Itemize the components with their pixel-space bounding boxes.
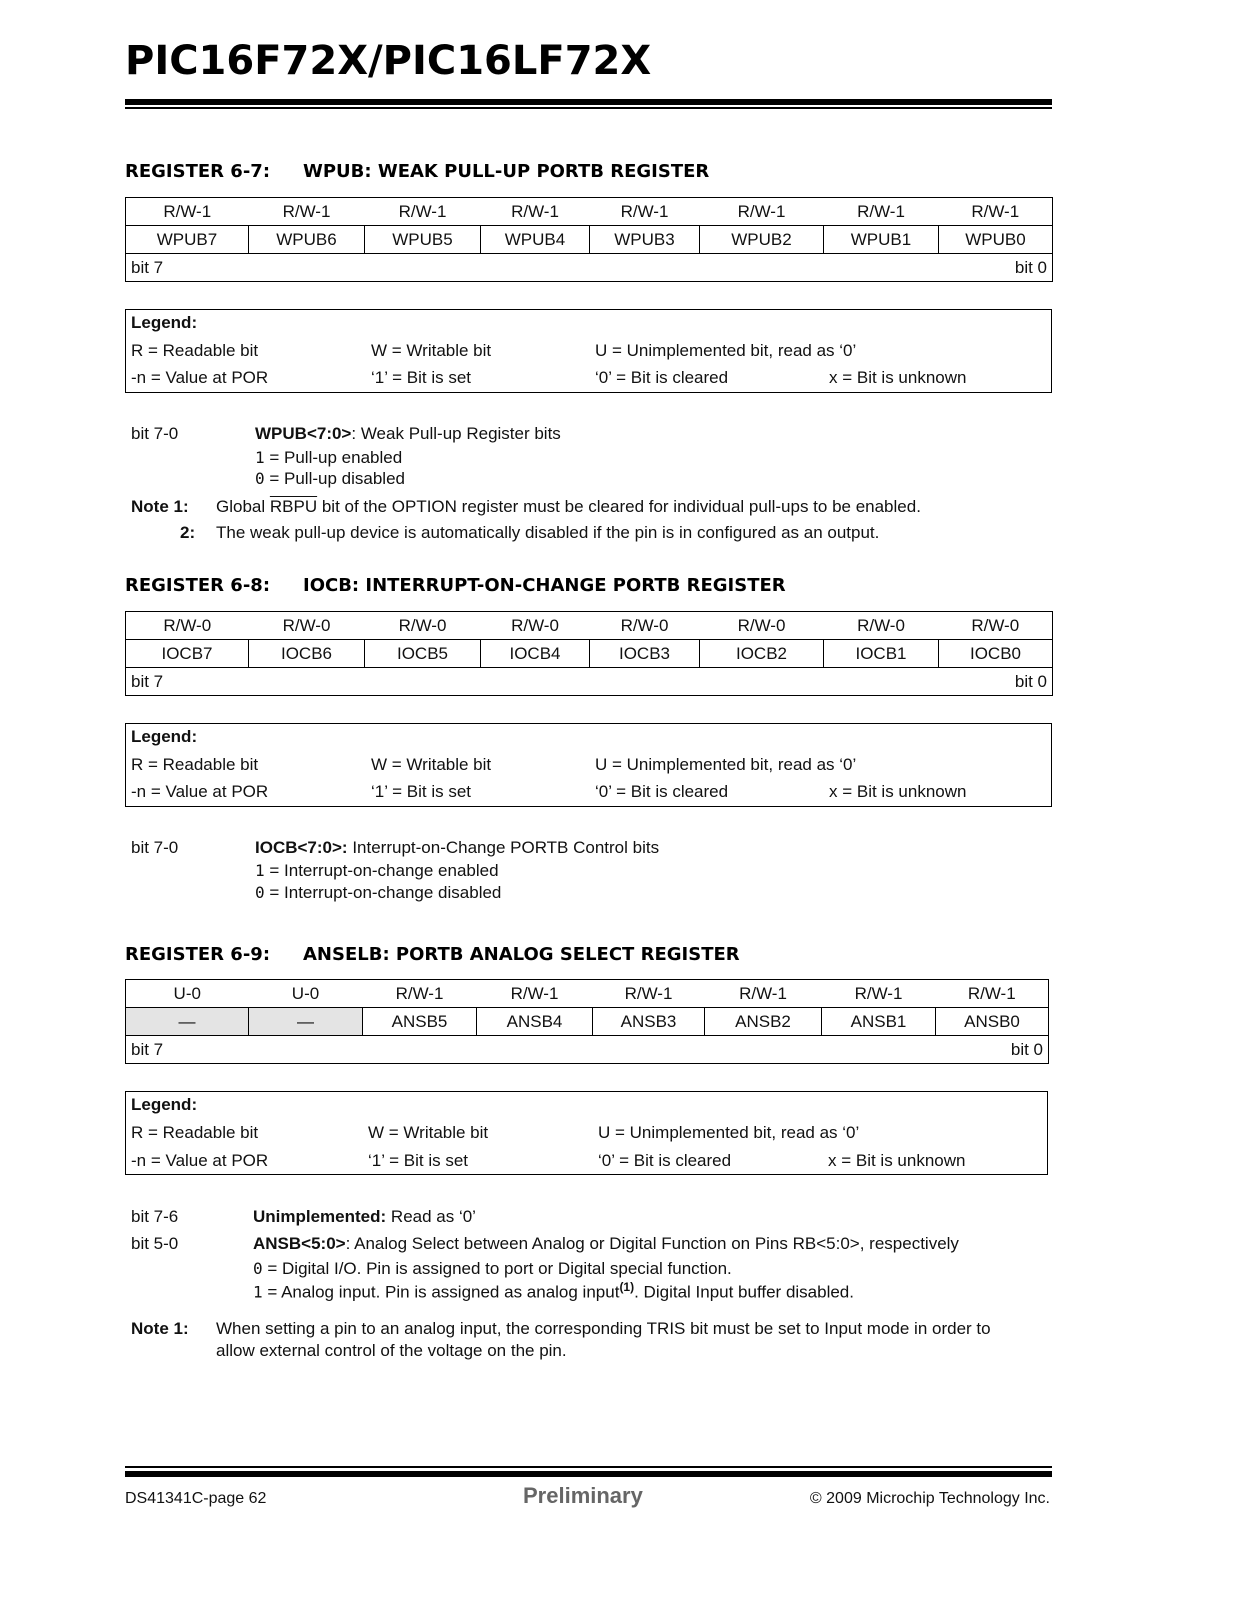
legend-n: -n = Value at POR <box>131 1151 269 1170</box>
register-heading-wpub <box>125 161 709 182</box>
bit-range-row <box>126 254 1053 282</box>
access-cell: R/W-1 <box>822 980 936 1008</box>
bit-name-cell: WPUB7 <box>126 226 249 254</box>
bit-name-cell: IOCB0 <box>939 640 1053 668</box>
access-cell: R/W-1 <box>593 980 705 1008</box>
note-1-text-line1: When setting a pin to an analog input, the corresponding TRIS bit must be set to Input mode in order to <box>216 1319 991 1338</box>
access-cell: R/W-1 <box>126 198 249 226</box>
bit-high-label: bit 7 <box>131 1039 164 1059</box>
bit-name-row <box>126 226 1053 254</box>
page-header-title: PIC16F72X/PIC16LF72X <box>125 38 652 84</box>
bit-value-zero <box>255 469 405 489</box>
legend-r: R = Readable bit <box>131 341 259 360</box>
access-cell: R/W-0 <box>365 612 481 640</box>
footer-rule-thick <box>125 1471 1052 1477</box>
access-cell: R/W-0 <box>249 612 365 640</box>
legend-set: ‘1’ = Bit is set <box>371 368 471 387</box>
register-title: ANSELB: PORTB ANALOG SELECT REGISTER <box>303 944 740 965</box>
bit-name-cell: IOCB2 <box>700 640 824 668</box>
header-rule-thin <box>125 107 1052 109</box>
value-code: 0 <box>255 883 265 902</box>
bit-description <box>253 1207 476 1227</box>
bit-name-cell: IOCB3 <box>590 640 700 668</box>
legend-set: ‘1’ = Bit is set <box>371 782 471 801</box>
bit-description <box>255 838 659 858</box>
register-table-anselb <box>125 979 1049 1064</box>
register-heading-ansel <box>125 944 740 965</box>
access-cell: R/W-0 <box>590 612 700 640</box>
footnote-ref: (1) <box>619 1280 635 1294</box>
bit-high-label: bit 7 <box>131 671 164 691</box>
legend-x: x = Bit is unknown <box>829 368 967 387</box>
bit-field-text: Read as ‘0’ <box>386 1207 476 1226</box>
bit-name-cell: ANSB5 <box>363 1008 477 1036</box>
register-title: IOCB: INTERRUPT-ON-CHANGE PORTB REGISTER <box>303 575 786 596</box>
rbpu-signal: RBPU <box>269 497 318 516</box>
access-row <box>126 198 1053 226</box>
access-cell: R/W-1 <box>705 980 822 1008</box>
unimplemented-bit-cell: — <box>249 1008 363 1036</box>
bit-name-cell: ANSB0 <box>936 1008 1049 1036</box>
legend-title: Legend: <box>131 313 198 332</box>
legend-n: -n = Value at POR <box>131 368 269 387</box>
bit-value-zero <box>255 883 501 903</box>
bit-low-label: bit 0 <box>1010 1039 1043 1059</box>
legend-w: W = Writable bit <box>371 755 492 774</box>
bit-name-cell: IOCB4 <box>481 640 590 668</box>
legend-box-wpub <box>125 309 1052 393</box>
legend-n: -n = Value at POR <box>131 782 269 801</box>
note-1-text-line2: allow external control of the voltage on the pin. <box>216 1341 567 1360</box>
legend-w: W = Writable bit <box>371 341 492 360</box>
register-table-iocb <box>125 611 1053 696</box>
header-rule-thick <box>125 99 1052 105</box>
register-table-wpub <box>125 197 1053 282</box>
bit-name-cell: WPUB4 <box>481 226 590 254</box>
legend-title: Legend: <box>131 727 198 746</box>
bit-value-one <box>253 1280 854 1303</box>
bit-name-cell: ANSB3 <box>593 1008 705 1036</box>
footer-rule-thin <box>125 1466 1052 1468</box>
access-cell: R/W-1 <box>365 198 481 226</box>
access-cell: R/W-1 <box>824 198 939 226</box>
bit-low-label: bit 0 <box>1014 671 1047 691</box>
bit-name-cell: WPUB1 <box>824 226 939 254</box>
value-code: 1 <box>255 861 265 880</box>
bit-name-cell: IOCB5 <box>365 640 481 668</box>
legend-box-iocb <box>125 723 1052 807</box>
access-cell: R/W-1 <box>249 198 365 226</box>
access-cell: R/W-1 <box>477 980 593 1008</box>
access-row <box>126 612 1053 640</box>
bit-description <box>255 424 561 444</box>
bit-name-cell: WPUB5 <box>365 226 481 254</box>
legend-w: W = Writable bit <box>368 1123 489 1142</box>
bit-field-name: Unimplemented: <box>253 1207 387 1226</box>
value-code: 1 <box>255 448 265 467</box>
bit-field-name: ANSB<5:0> <box>253 1234 346 1253</box>
bit-name-row <box>126 1008 1049 1036</box>
bit-name-cell: IOCB6 <box>249 640 365 668</box>
access-cell: R/W-1 <box>363 980 477 1008</box>
access-cell: U-0 <box>249 980 363 1008</box>
bit-range-label: bit 5-0 <box>131 1234 179 1253</box>
bit-range-label: bit 7-6 <box>131 1207 179 1226</box>
value-text: = Pull-up enabled <box>264 448 403 467</box>
legend-cleared: ‘0’ = Bit is cleared <box>598 1151 732 1170</box>
legend-x: x = Bit is unknown <box>829 782 967 801</box>
bit-name-cell: IOCB1 <box>824 640 939 668</box>
note-1-label: Note 1: <box>131 1319 189 1338</box>
legend-title: Legend: <box>131 1095 198 1114</box>
legend-u: U = Unimplemented bit, read as ‘0’ <box>595 755 857 774</box>
legend-box-anselb <box>125 1091 1048 1175</box>
bit-field-name: IOCB<7:0>: <box>255 838 348 857</box>
bit-name-cell: ANSB2 <box>705 1008 822 1036</box>
legend-set: ‘1’ = Bit is set <box>368 1151 468 1170</box>
access-row <box>126 980 1049 1008</box>
register-title: WPUB: WEAK PULL-UP PORTB REGISTER <box>303 161 710 182</box>
legend-r: R = Readable bit <box>131 1123 259 1142</box>
bit-low-label: bit 0 <box>1014 257 1047 277</box>
bit-name-cell: ANSB1 <box>822 1008 936 1036</box>
value-text: = Pull-up disabled <box>264 469 405 488</box>
note-1-text: Global RBPU bit of the OPTION register must be cleared for individual pull-ups to be enabled. <box>216 497 921 516</box>
bit-range-label: bit 7-0 <box>131 838 179 857</box>
value-code: 0 <box>253 1259 263 1278</box>
value-code: 1 <box>253 1282 263 1302</box>
value-text: = Digital I/O. Pin is assigned to port or Digital special function. <box>262 1259 732 1278</box>
note-2-text: The weak pull-up device is automatically disabled if the pin is in configured as an output. <box>216 523 880 542</box>
legend-u: U = Unimplemented bit, read as ‘0’ <box>595 341 857 360</box>
access-cell: R/W-0 <box>126 612 249 640</box>
bit-field-text: : Weak Pull-up Register bits <box>351 424 561 443</box>
bit-value-zero <box>253 1259 732 1279</box>
value-text: = Interrupt-on-change disabled <box>264 883 502 902</box>
access-cell: R/W-1 <box>939 198 1053 226</box>
bit-value-one <box>255 861 499 881</box>
access-cell: R/W-0 <box>481 612 590 640</box>
bit-value-one <box>255 448 402 468</box>
access-cell: R/W-1 <box>700 198 824 226</box>
access-cell: R/W-1 <box>590 198 700 226</box>
bit-name-row <box>126 640 1053 668</box>
bit-field-name: WPUB<7:0> <box>255 424 352 443</box>
bit-name-cell: WPUB2 <box>700 226 824 254</box>
footer-doc-number: DS41341C-page 62 <box>125 1490 267 1507</box>
value-text: = Interrupt-on-change enabled <box>264 861 499 880</box>
legend-cleared: ‘0’ = Bit is cleared <box>595 782 729 801</box>
bit-range-label: bit 7-0 <box>131 424 179 443</box>
legend-x: x = Bit is unknown <box>828 1151 966 1170</box>
value-text: = Analog input. Pin is assigned as analog input <box>262 1282 620 1302</box>
register-number: REGISTER 6-7: <box>125 161 271 182</box>
bit-field-text: Interrupt-on-Change PORTB Control bits <box>347 838 660 857</box>
bit-description <box>253 1234 959 1254</box>
value-code: 0 <box>255 469 265 488</box>
value-text: . Digital Input buffer disabled. <box>634 1282 854 1302</box>
legend-cleared: ‘0’ = Bit is cleared <box>595 368 729 387</box>
register-heading-iocb <box>125 575 786 596</box>
access-cell: R/W-1 <box>936 980 1049 1008</box>
access-cell: R/W-0 <box>824 612 939 640</box>
access-cell: R/W-0 <box>939 612 1053 640</box>
note-2-label: 2: <box>180 523 196 542</box>
bit-field-text: : Analog Select between Analog or Digital Function on Pins RB<5:0>, respectively <box>345 1234 959 1253</box>
access-cell: U-0 <box>126 980 249 1008</box>
bit-high-label: bit 7 <box>131 257 164 277</box>
legend-u: U = Unimplemented bit, read as ‘0’ <box>598 1123 860 1142</box>
footer-status: Preliminary <box>523 1483 643 1508</box>
legend-r: R = Readable bit <box>131 755 259 774</box>
footer-copyright: © 2009 Microchip Technology Inc. <box>809 1490 1050 1507</box>
register-number: REGISTER 6-8: <box>125 575 271 596</box>
unimplemented-bit-cell: — <box>126 1008 249 1036</box>
bit-range-row <box>126 1036 1049 1064</box>
bit-name-cell: WPUB0 <box>939 226 1053 254</box>
note-1-label: Note 1: <box>131 497 189 516</box>
bit-range-row <box>126 668 1053 696</box>
register-number: REGISTER 6-9: <box>125 944 271 965</box>
bit-name-cell: WPUB3 <box>590 226 700 254</box>
bit-name-cell: ANSB4 <box>477 1008 593 1036</box>
access-cell: R/W-1 <box>481 198 590 226</box>
access-cell: R/W-0 <box>700 612 824 640</box>
bit-name-cell: WPUB6 <box>249 226 365 254</box>
bit-name-cell: IOCB7 <box>126 640 249 668</box>
